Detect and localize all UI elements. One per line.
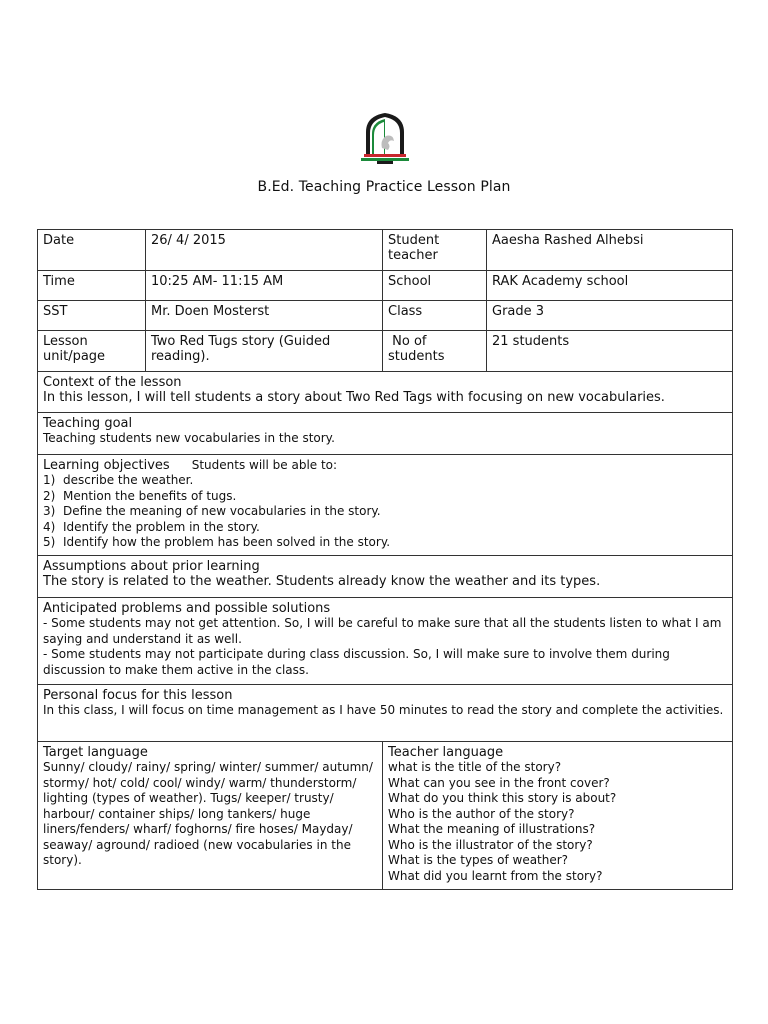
list-item: 2) Mention the benefits of tugs. (43, 488, 237, 503)
table-row (38, 372, 733, 413)
table-row (38, 230, 733, 271)
list-item: 1) describe the weather. (43, 473, 194, 487)
list-item: What the meaning of illustrations? (388, 822, 596, 836)
target-language-text: Sunny/ cloudy/ rainy/ spring/ winter/ summer/ autumn/ stormy/ hot/ cold/ cool/ windy/ warm/ thunderstorm/ lighting (types of weather). Tugs/ keeper/ trusty/ harbour/ container ships/ long tankers/ huge liners/fenders/ wharf/ foghorns/ fire hoses/ Mayday/ seaway/ aground/ radioed (new vocabularies in the story). (43, 760, 373, 867)
context-section (38, 372, 733, 413)
list-item: 3) Define the meaning of new vocabularies in the story. (43, 504, 381, 518)
table-row (38, 556, 733, 598)
lesson-plan-table (37, 229, 733, 890)
list-item: 5) Identify how the problem has been solved in the story. (43, 535, 391, 549)
teacher-language-heading: Teacher language (388, 745, 504, 760)
class-label: Class (383, 301, 487, 331)
problems-line: - Some students may not participate during class discussion. So, I will make sure to involve them during discussion to make them active in the class. (43, 647, 670, 677)
table-row (38, 271, 733, 301)
teaching-goal-heading: Teaching goal (43, 416, 133, 431)
list-item: Who is the illustrator of the story? (388, 837, 593, 852)
time-label: Time (38, 271, 146, 301)
page-title: B.Ed. Teaching Practice Lesson Plan (257, 179, 511, 195)
context-text: In this lesson, I will tell students a story about Two Red Tags with focusing on new vocabularies. (43, 390, 665, 405)
teaching-goal-text: Teaching students new vocabularies in the story. (43, 431, 335, 445)
table-row (38, 413, 733, 455)
table-row (38, 455, 733, 556)
teaching-goal-section (38, 413, 733, 455)
student-teacher-label: Student teacher (383, 230, 487, 271)
no-of-students-value: 21 students (487, 331, 733, 372)
objectives-list (43, 473, 727, 551)
objectives-section (38, 455, 733, 556)
focus-text: In this class, I will focus on time management as I have 50 minutes to read the story and complete the activities. (43, 703, 724, 717)
problems-section (38, 598, 733, 685)
list-item: 4) Identify the problem in the story. (43, 519, 260, 534)
table-row (38, 301, 733, 331)
lesson-unit-label: Lesson unit/page (38, 331, 146, 372)
problems-heading: Anticipated problems and possible solutions (43, 601, 331, 616)
context-heading: Context of the lesson (43, 375, 182, 390)
school-label: School (383, 271, 487, 301)
time-value: 10:25 AM- 11:15 AM (146, 271, 383, 301)
lesson-unit-value: Two Red Tugs story (Guided reading). (146, 331, 383, 372)
student-teacher-value: Aaesha Rashed Alhebsi (487, 230, 733, 271)
school-value: RAK Academy school (487, 271, 733, 301)
class-value: Grade 3 (487, 301, 733, 331)
sst-label: SST (38, 301, 146, 331)
date-value: 26/ 4/ 2015 (146, 230, 383, 271)
table-row (38, 598, 733, 685)
objectives-heading: Learning objectives (43, 458, 170, 473)
problems-line: - Some students may not get attention. So, I will be careful to make sure that all the students listen to what I am saying and understand it as well. (43, 616, 722, 646)
focus-heading: Personal focus for this lesson (43, 688, 233, 703)
target-language-heading: Target language (43, 745, 148, 760)
list-item: What can you see in the front cover? (388, 775, 610, 790)
assumptions-text: The story is related to the weather. Students already know the weather and its types. (43, 574, 601, 589)
focus-section (38, 685, 733, 742)
teacher-language-section (383, 742, 733, 890)
assumptions-heading: Assumptions about prior learning (43, 559, 260, 574)
institution-crest-logo (360, 110, 410, 166)
table-row (38, 742, 733, 890)
date-label: Date (38, 230, 146, 271)
table-row (38, 331, 733, 372)
list-item: What is the types of weather? (388, 853, 569, 867)
teacher-language-list (388, 760, 727, 884)
list-item: what is the title of the story? (388, 760, 562, 774)
sst-value: Mr. Doen Mosterst (146, 301, 383, 331)
no-of-students-label: No of students (383, 331, 487, 372)
table-row (38, 685, 733, 742)
list-item: What do you think this story is about? (388, 791, 617, 805)
list-item: What did you learnt from the story? (388, 868, 603, 883)
objectives-intro: Students will be able to: (191, 458, 338, 472)
assumptions-section (38, 556, 733, 598)
target-language-section (38, 742, 383, 890)
list-item: Who is the author of the story? (388, 806, 575, 821)
